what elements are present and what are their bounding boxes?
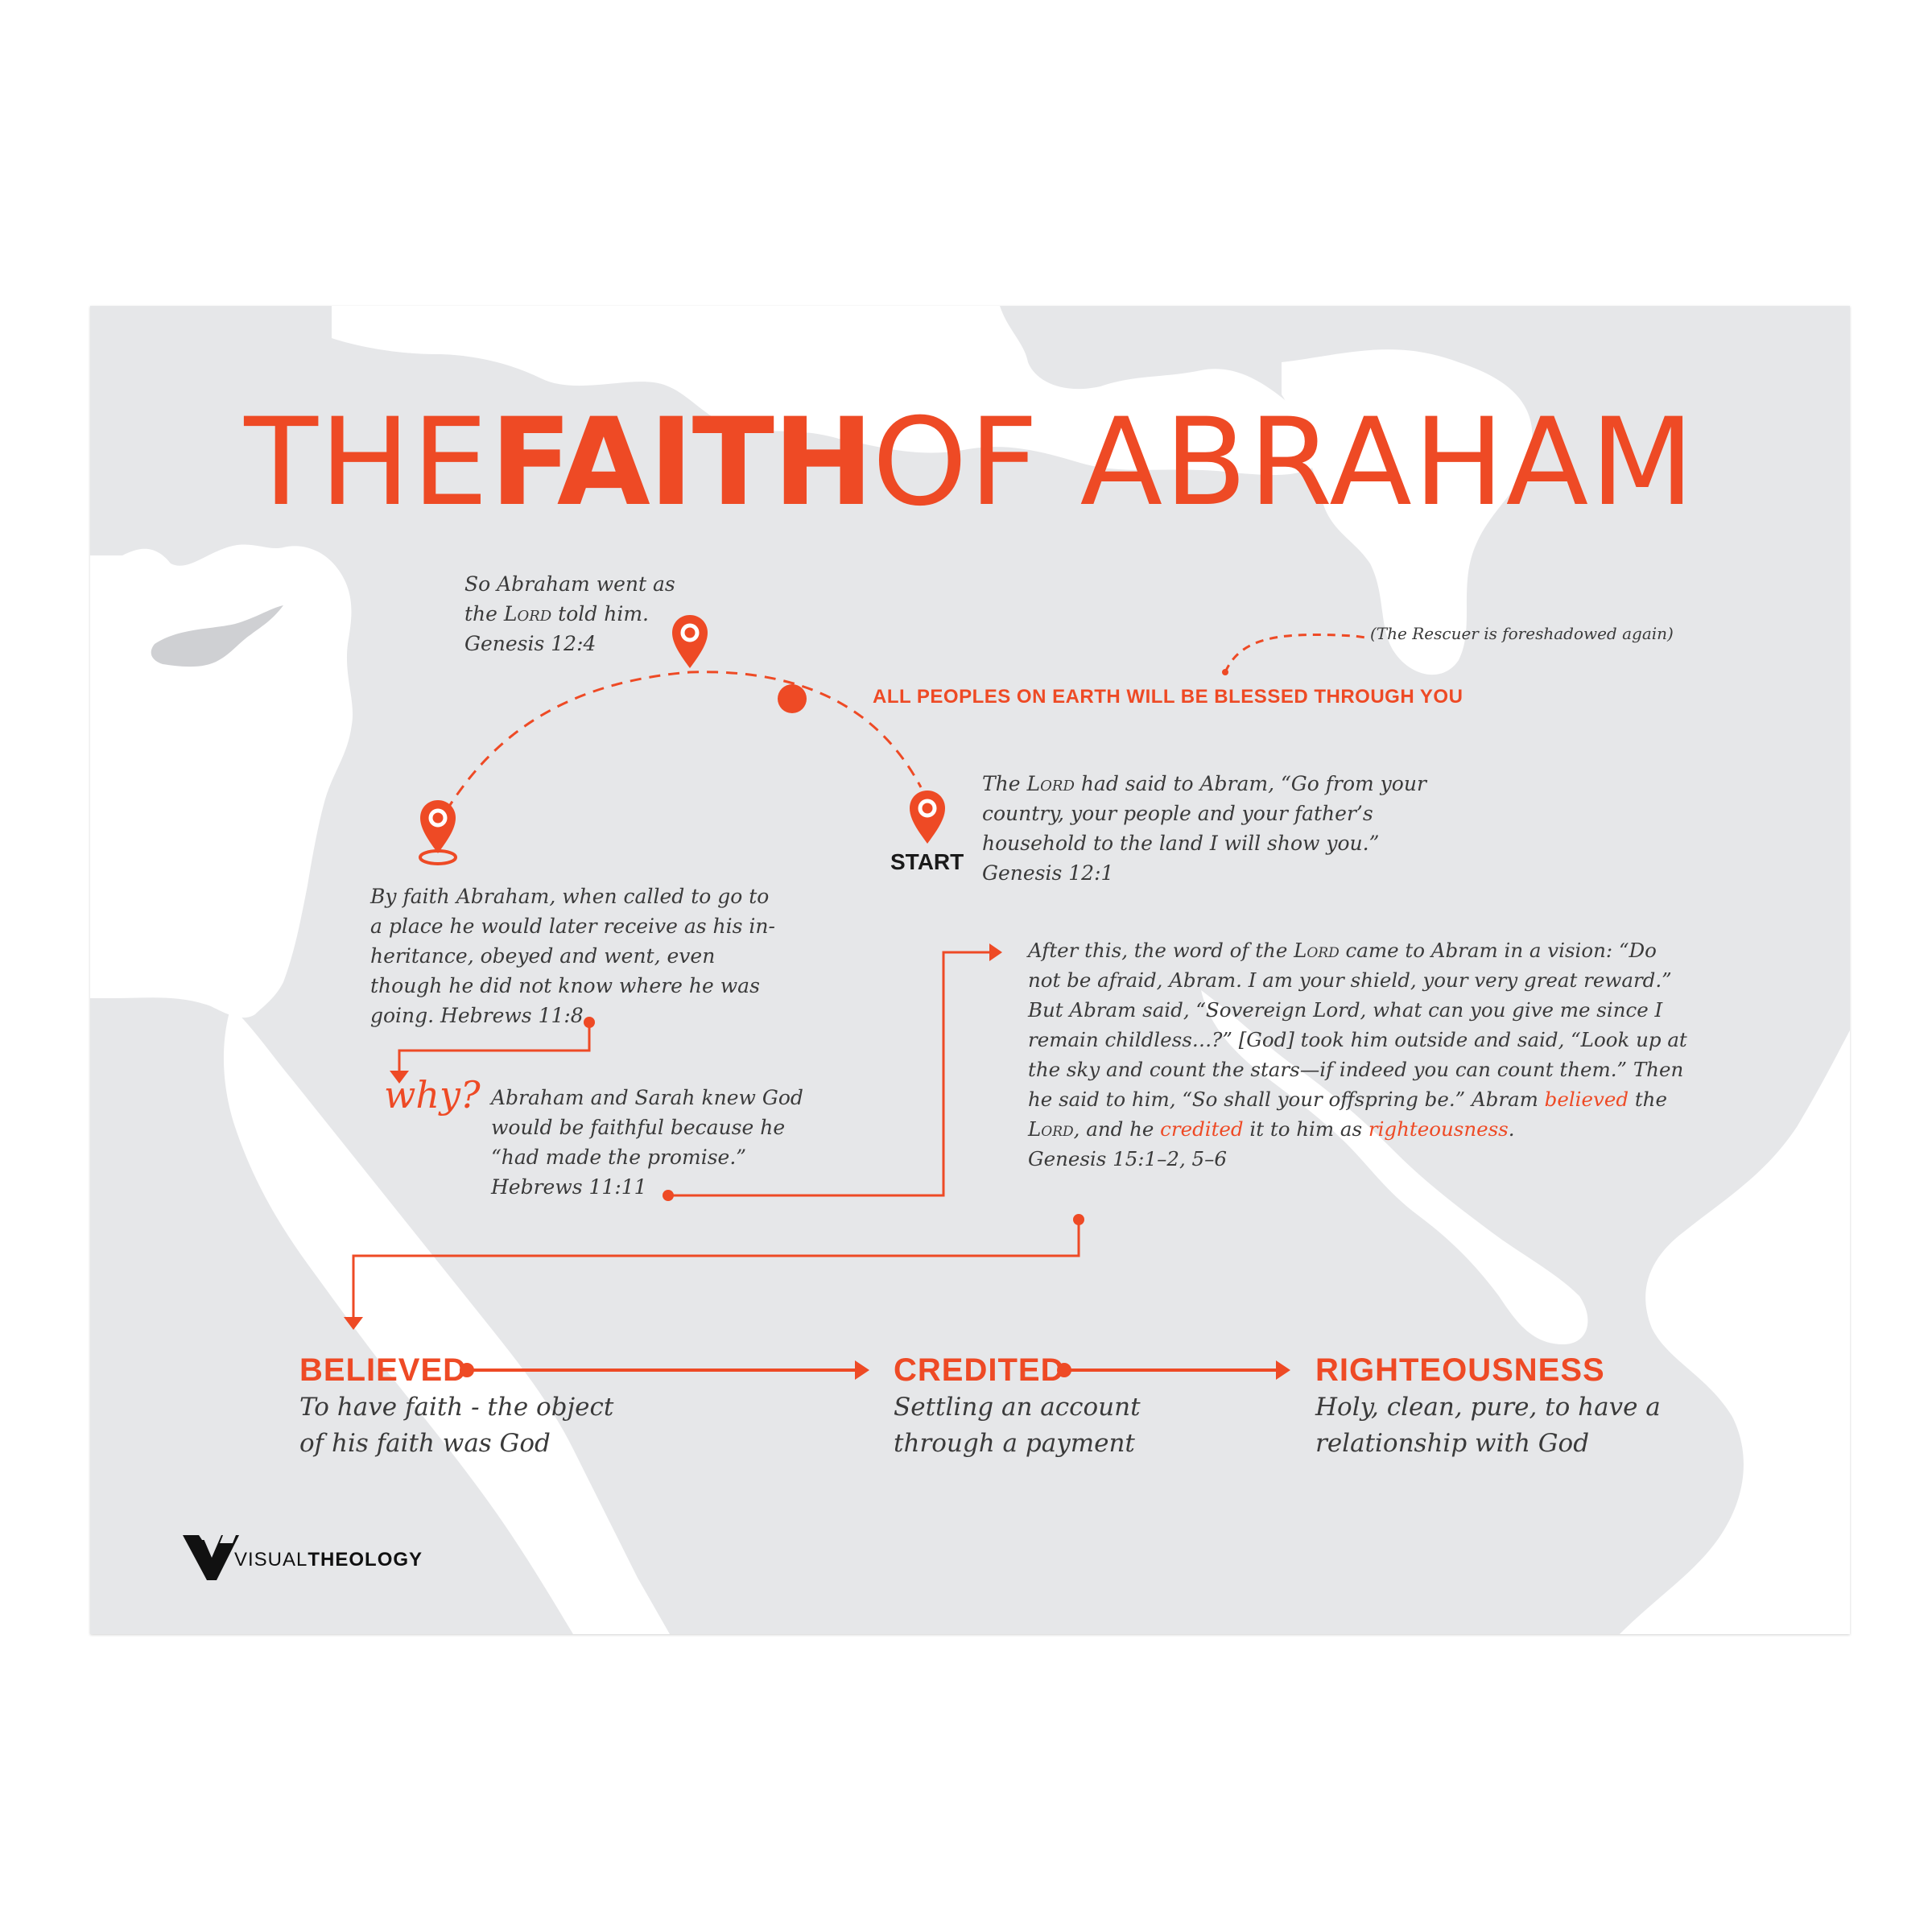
blessing-caption: ALL PEOPLES ON EARTH WILL BE BLESSED THROUGH YOU — [873, 686, 1463, 708]
visual-theology-logo-icon — [183, 1534, 239, 1582]
verse-hebrews-11-11 — [491, 1083, 803, 1202]
lord-text: Lord — [1294, 939, 1340, 962]
term-believed — [299, 1352, 613, 1462]
verse-line: “had made the promise.” — [491, 1146, 747, 1169]
verse-line — [982, 769, 1426, 799]
verse-line: not be afraid, Abram. I am your shield, your very great reward.” — [1028, 968, 1672, 992]
verse-text: , and he — [1073, 1117, 1161, 1141]
term-definition-line: relationship with God — [1315, 1429, 1590, 1458]
map-pin-icon-ur — [910, 791, 945, 844]
term-definition-line: Settling an account — [894, 1393, 1141, 1422]
verse-text: came to Abram in a vision: “Do — [1339, 939, 1657, 962]
rescuer-dashed-arrow — [1225, 634, 1366, 672]
verse-line: though he did not know where he was — [370, 974, 760, 997]
verse-reference: Genesis 12:1 — [982, 861, 1114, 885]
term-definition-line: through a payment — [894, 1429, 1135, 1458]
term-definition-line: of his faith was God — [299, 1429, 551, 1458]
verse-text: the — [1629, 1088, 1667, 1111]
verse-text: After this, the word of the — [1028, 939, 1294, 962]
midpoint-dot — [778, 684, 807, 713]
term-definition-line: To have faith - the object — [299, 1393, 614, 1422]
verse-line — [1028, 1084, 1687, 1114]
righteousness-highlight: righteousness — [1368, 1117, 1509, 1141]
title-the: THE — [244, 393, 490, 533]
verse-reference: Genesis 15:1–2, 5–6 — [1028, 1147, 1227, 1170]
verse-genesis-15 — [1028, 935, 1687, 1174]
term-definition — [894, 1389, 1141, 1462]
term-heading: RIGHTEOUSNESS — [1315, 1352, 1605, 1388]
verse-line: a place he would later receive as his in- — [370, 914, 775, 938]
verse-text: . — [1508, 1117, 1515, 1141]
logo-word-theology: THEOLOGY — [308, 1549, 423, 1571]
term-credited — [894, 1352, 1141, 1462]
verse-line: country, your people and your father’s — [982, 802, 1373, 825]
term-heading: CREDITED — [894, 1352, 1065, 1388]
term-definition — [1315, 1389, 1661, 1462]
verse-line: the sky and count the stars—if indeed you can count them.” Then — [1028, 1058, 1684, 1081]
term-definition — [299, 1389, 613, 1462]
verse-line: remain childless…?” [God] took him outside and said, “Look up at — [1028, 1028, 1687, 1051]
lord-text: Lord — [503, 602, 552, 625]
term-heading: BELIEVED — [299, 1352, 468, 1388]
credited-highlight: credited — [1160, 1117, 1244, 1141]
logo-word-visual: VISUAL — [234, 1549, 308, 1571]
term-righteousness — [1315, 1352, 1661, 1462]
verse-line: would be faithful because he — [491, 1116, 786, 1139]
verse-line — [1028, 1114, 1687, 1144]
connector-believed — [353, 1220, 1079, 1320]
verse-hebrews-11-8 — [370, 881, 775, 1030]
verse-text: had said to Abram, “Go from your — [1074, 772, 1426, 795]
verse-line — [464, 599, 675, 629]
verse-text: told him. — [551, 602, 649, 625]
verse-reference: Hebrews 11:11 — [491, 1175, 647, 1199]
title-faith: FAITH — [489, 393, 873, 533]
rescuer-note: (The Rescuer is foreshadowed again) — [1370, 624, 1674, 643]
verse-line: going. Hebrews 11:8 — [370, 1004, 584, 1027]
verse-text: it to him as — [1243, 1117, 1368, 1141]
verse-reference: Genesis 12:4 — [464, 632, 597, 655]
title-of-abraham: OF ABRAHAM — [872, 393, 1696, 533]
believed-highlight: believed — [1544, 1088, 1629, 1111]
lord-text: Lord — [1028, 1117, 1074, 1141]
verse-text: he said to him, “So shall your offspring be.” Abram — [1028, 1088, 1545, 1111]
verse-line: household to the land I will show you.” — [982, 832, 1380, 855]
verse-line: Abraham and Sarah knew God — [491, 1086, 803, 1109]
start-label: START — [890, 849, 964, 874]
lord-text: Lord — [1026, 772, 1075, 795]
verse-genesis-12-4 — [464, 569, 675, 658]
journey-route-dashed — [436, 672, 921, 828]
poster — [90, 306, 1850, 1634]
verse-line: By faith Abraham, when called to go to — [370, 885, 770, 908]
verse-line: But Abram said, “Sovereign Lord, what can you give me since I — [1028, 998, 1663, 1022]
verse-genesis-12-1 — [982, 769, 1426, 888]
verse-line — [1028, 935, 1687, 965]
map-pin-icon-canaan — [420, 800, 456, 864]
verse-line: heritance, obeyed and went, even — [370, 944, 716, 968]
verse-text: the — [464, 602, 504, 625]
verse-text: The — [982, 772, 1027, 795]
term-definition-line: Holy, clean, pure, to have a — [1315, 1393, 1661, 1422]
why-label: why? — [384, 1073, 481, 1117]
verse-line: So Abraham went as — [464, 572, 675, 596]
map-pin-icon-haran — [672, 615, 708, 668]
